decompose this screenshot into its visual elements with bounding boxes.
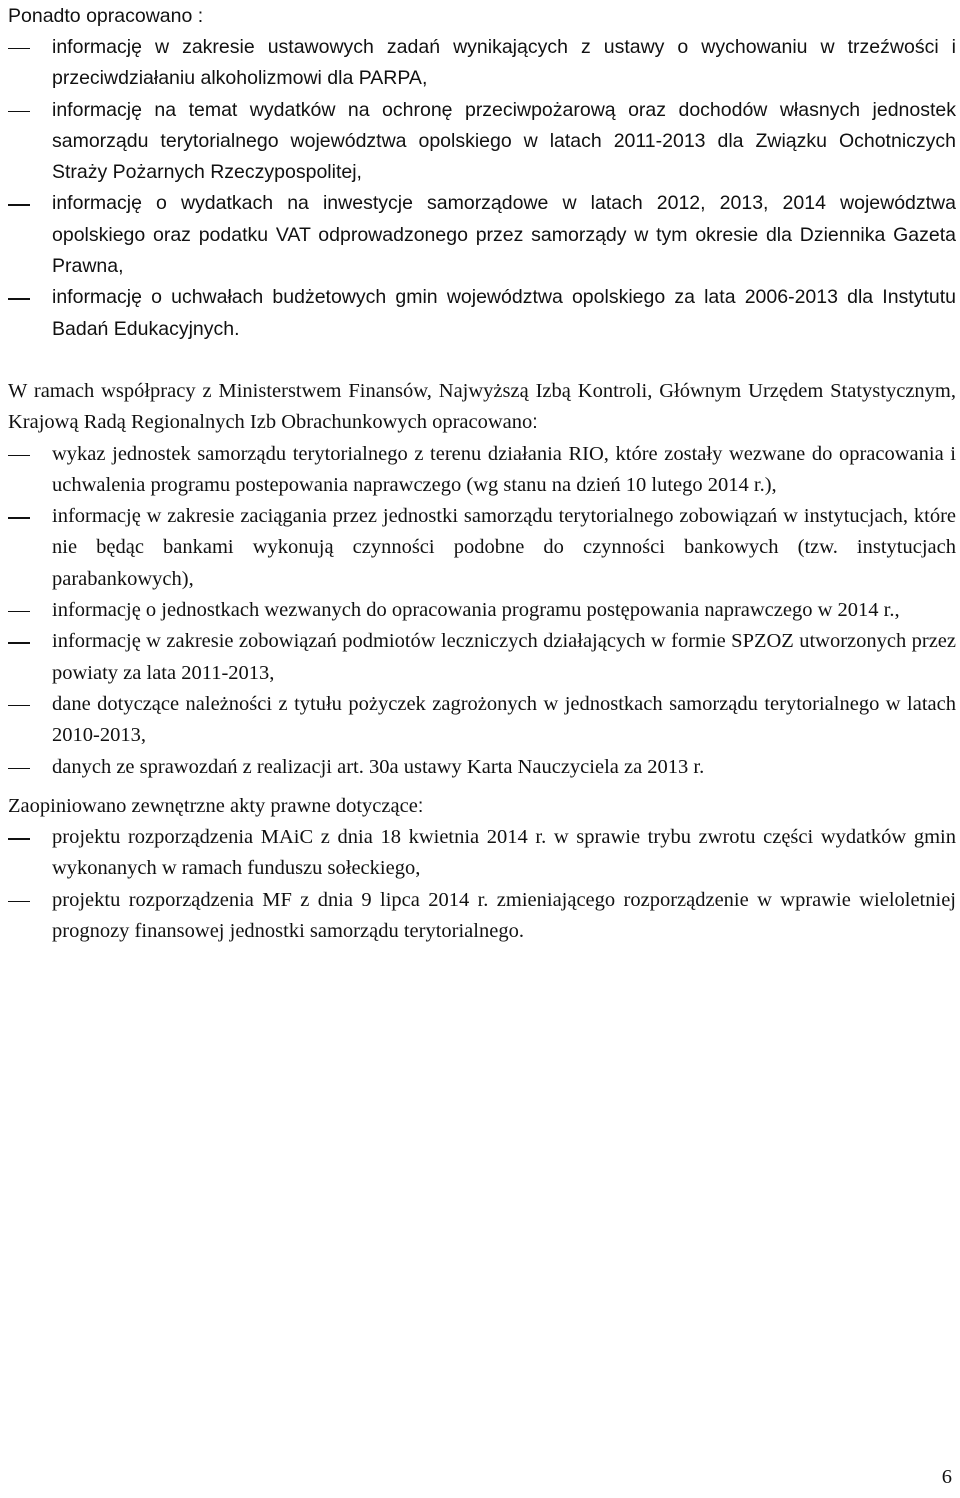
list-zaopiniowano xyxy=(8,822,956,947)
list-item: informację w zakresie zaciągania przez jednostki samorządu terytorialnego zobowiązań w instytucjach, które nie będąc bankami wykonują czynności podobne do czynności bankowych (tzw. instytucjach parabankowych), xyxy=(8,501,956,595)
list-item: projektu rozporządzenia MF z dnia 9 lipca 2014 r. zmieniającego rozporządzenie w wprawie wieloletniej prognozy finansowej jednostki samorządu terytorialnego. xyxy=(8,885,956,948)
list-item: informację o wydatkach na inwestycje samorządowe w latach 2012, 2013, 2014 województwa opolskiego oraz podatku VAT odprowadzonego przez samorządy w tym okresie dla Dziennika Gazeta Prawna, xyxy=(8,188,956,282)
list-item: informację na temat wydatków na ochronę przeciwpożarową oraz dochodów własnych jednostek samorządu terytorialnego województwa opolskiego w latach 2011-2013 dla Związku Ochotniczych Straży Pożarnych Rzeczypospolitej, xyxy=(8,95,956,189)
list-wspolpraca xyxy=(8,439,956,783)
list-item: dane dotyczące należności z tytułu pożyczek zagrożonych w jednostkach samorządu terytorialnego w latach 2010-2013, xyxy=(8,689,956,752)
intro-colon: : xyxy=(417,794,424,817)
list-item: informację w zakresie zobowiązań podmiotów leczniczych działających w formie SPZOZ utworzonych przez powiaty za lata 2011-2013, xyxy=(8,626,956,689)
intro-colon: : xyxy=(532,411,538,434)
spacer xyxy=(8,345,956,376)
list-item: informację o uchwałach budżetowych gmin województwa opolskiego za lata 2006-2013 dla Instytutu Badań Edukacyjnych. xyxy=(8,282,956,345)
list-item: informację w zakresie ustawowych zadań wynikających z ustawy o wychowaniu w trzeźwości i przeciwdziałaniu alkoholizmowi dla PARPA, xyxy=(8,32,956,95)
list-ponadto xyxy=(8,32,956,345)
section-heading-ponadto: Ponadto opracowano : xyxy=(8,5,204,27)
list-item: danych ze sprawozdań z realizacji art. 30a ustawy Karta Nauczyciela za 2013 r. xyxy=(8,752,956,783)
section-intro-wspolpraca xyxy=(8,376,956,439)
list-item: wykaz jednostek samorządu terytorialnego z terenu działania RIO, które zostały wezwane do opracowania i uchwalenia programu postepowania naprawczego (wg stanu na dzień 10 lutego 2014 r.), xyxy=(8,439,956,502)
list-item: informację o jednostkach wezwanych do opracowania programu postępowania naprawczego w 2014 r., xyxy=(8,595,956,626)
document-page xyxy=(8,0,956,947)
section-intro-zaopiniowano xyxy=(8,791,956,822)
spacer xyxy=(8,783,956,791)
intro-text: Zaopiniowano zewnętrzne akty prawne dotyczące xyxy=(8,794,418,817)
intro-text: W ramach współpracy z Ministerstwem Finansów, Najwyższą Izbą Kontroli, Głównym Urzędem Statystycznym, Krajową Radą Regionalnych Izb Obrachunkowych opracowano xyxy=(8,379,956,434)
list-item: projektu rozporządzenia MAiC z dnia 18 kwietnia 2014 r. w sprawie trybu zwrotu części wydatków gmin wykonanych w ramach funduszu sołeckiego, xyxy=(8,822,956,885)
page-number: 6 xyxy=(941,1466,952,1488)
